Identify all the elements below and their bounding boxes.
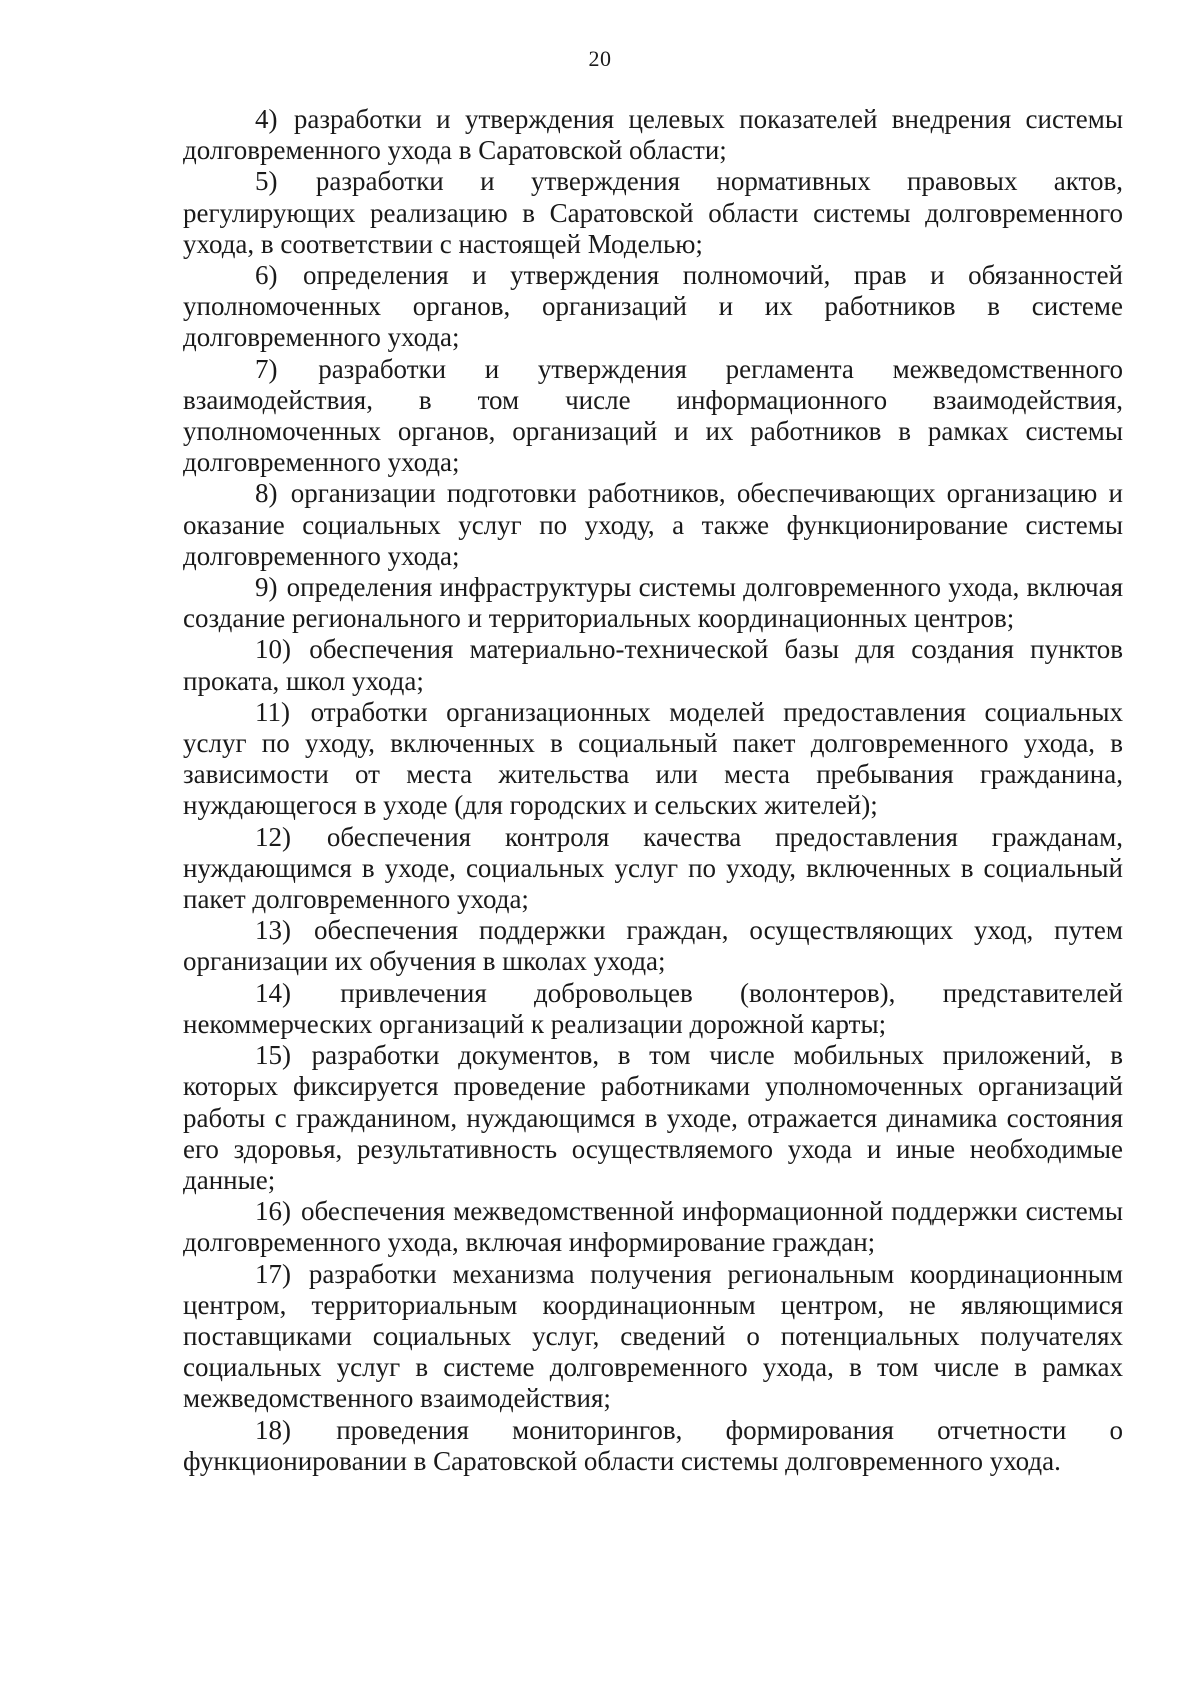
item-text: обеспечения материально-технической базы для создания пунктов проката, школ ухода; <box>183 634 1124 696</box>
item-text: отработки организационных моделей предоставления социальных услуг по уходу, включенных в социальный пакет долговременного ухода, в зависимости от места жительства или места пребывания гражданина, нуждающегося в уходе (для городских и сельских жителей); <box>183 696 1124 821</box>
item-number: 7) <box>255 353 278 384</box>
item-text: проведения мониторингов, формирования отчетности о функционировании в Саратовской области системы долговременного ухода. <box>183 1414 1123 1476</box>
item-number: 9) <box>255 572 278 603</box>
item-number: 5) <box>255 166 278 197</box>
list-item <box>183 978 1123 1040</box>
item-number: 12) <box>255 821 291 852</box>
item-text: определения инфраструктуры системы долговременного ухода, включая создание регионального и территориальных координационных центров; <box>183 572 1123 634</box>
item-text: разработки и утверждения целевых показателей внедрения системы долговременного ухода в Саратовской области; <box>183 104 1123 166</box>
item-text: разработки и утверждения нормативных правовых актов, регулирующих реализацию в Саратовской области системы долговременного ухода, в соответствии с настоящей Моделью; <box>183 166 1123 259</box>
list-item <box>183 1040 1123 1196</box>
item-number: 15) <box>255 1040 291 1071</box>
item-number: 8) <box>255 478 278 509</box>
item-number: 13) <box>255 915 291 946</box>
list-item <box>183 822 1123 916</box>
list-item <box>183 104 1123 166</box>
item-number: 6) <box>255 260 278 291</box>
item-text: обеспечения контроля качества предоставления гражданам, нуждающимся в уходе, социальных услуг по уходу, включенных в социальный пакет долговременного ухода; <box>183 821 1123 915</box>
list-item <box>183 915 1123 977</box>
list-item <box>183 354 1123 479</box>
list-body <box>183 104 1123 1477</box>
page-number: 20 <box>588 46 612 71</box>
item-text: разработки и утверждения регламента межведомственного взаимодействия, в том числе информационного взаимодействия, уполномоченных органов, организаций и их работников в рамках системы долговременного ухода; <box>183 353 1123 478</box>
item-text: организации подготовки работников, обеспечивающих организацию и оказание социальных услуг по уходу, а также функционирование системы долговременного ухода; <box>183 478 1123 571</box>
item-text: привлечения добровольцев (волонтеров), представителей некоммерческих организаций к реализации дорожной карты; <box>183 977 1123 1039</box>
item-number: 16) <box>255 1196 291 1227</box>
list-item <box>183 572 1123 634</box>
item-number: 11) <box>255 696 290 727</box>
list-item <box>183 1259 1123 1415</box>
item-number: 10) <box>255 634 291 665</box>
list-item <box>183 1415 1123 1477</box>
list-item <box>183 634 1123 696</box>
item-text: разработки механизма получения региональным координационным центром, территориальным координационным центром, не являющимися поставщиками социальных услуг, сведений о потенциальных получателях социальных услуг в системе долговременного ухода, в том числе в рамках межведомственного взаимодействия; <box>183 1258 1124 1414</box>
item-text: обеспечения поддержки граждан, осуществляющих уход, путем организации их обучения в школах ухода; <box>183 915 1123 977</box>
list-item <box>183 1196 1123 1258</box>
list-item <box>183 166 1123 260</box>
item-number: 14) <box>255 977 291 1008</box>
list-item <box>183 260 1123 354</box>
item-number: 17) <box>255 1258 291 1289</box>
list-item <box>183 697 1123 822</box>
item-number: 18) <box>255 1414 291 1445</box>
item-text: разработки документов, в том числе мобильных приложений, в которых фиксируется проведение работниками уполномоченных организаций работы с гражданином, нуждающимся в уходе, отражается динамика состояния его здоровья, результативность осуществляемого ухода и иные необходимые данные; <box>183 1040 1124 1195</box>
item-number: 4) <box>255 104 278 134</box>
item-text: определения и утверждения полномочий, прав и обязанностей уполномоченных органов, организаций и их работников в системе долговременного ухода; <box>183 260 1124 353</box>
list-item <box>183 478 1123 572</box>
item-text: обеспечения межведомственной информационной поддержки системы долговременного ухода, включая информирование граждан; <box>183 1196 1124 1258</box>
